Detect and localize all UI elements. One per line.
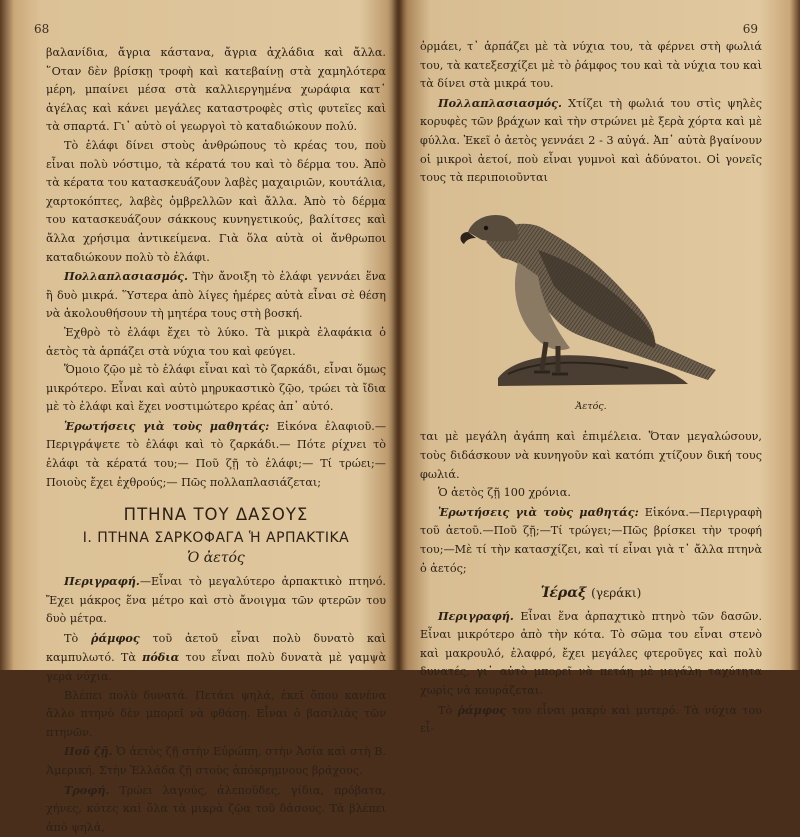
hawk-name: Ἱέραξ (540, 585, 587, 602)
description-paragraph (46, 572, 386, 629)
paragraph-body: —Εἶναι τὸ μεγαλύτερο ἁρπακτικὸ πτηνό. Ἔχει μάκρος ἕνα μέτρο καὶ στὸ ἄνοιγμα τῶν φτερῶν του δυὸ μέτρα. (46, 575, 386, 626)
run-in-heading: Ποῦ ζῇ. (64, 744, 113, 759)
paragraph: ὁρμάει, τ᾿ ἁρπάζει μὲ τὰ νύχια του, τὰ φέρνει στὴ φωλιά του, τὰ κατεξεσχίζει μὲ τὸ ῥάμφος του καὶ τὰ νύχια του καὶ τὰ δίνει στὰ μικρά του. (420, 40, 762, 91)
text-run: του εἶναι πολὺ δυνατὰ μὲ γαμψὰ γερὰ νύχια. (46, 651, 387, 683)
paragraph-body: Ὁ ἀετὸς ζῇ στὴν Εὐρώπη, στὴν Ἀσία καὶ στὴ Β. Ἀμερική. Στὴν Ἑλλάδα ζῇ στοὺς ἀπόκρημνους βράχους. (46, 745, 386, 777)
right-page-text (420, 38, 762, 739)
questions-label: Ἐρωτήσεις γιὰ τοὺς μαθητάς: (64, 418, 270, 433)
left-page-text (46, 44, 386, 837)
page-number-left: 68 (34, 22, 50, 36)
page-number-right: 69 (742, 22, 758, 36)
section-title: ΠΤΗΝΑ ΤΟΥ ΔΑΣΟΥΣ (123, 505, 309, 525)
paragraph: Βλέπει πολὺ δυνατά. Πετάει ψηλά, ἐκεῖ ὅπου κανένα ἄλλο πτηνὸ δὲν μπορεῖ νὰ φθάσῃ. Εἶναι ὁ βασιλιὰς τῶν πτηνῶν. (46, 688, 386, 739)
hawk-common-name: (γεράκι) (591, 586, 642, 601)
food-paragraph (46, 781, 386, 837)
text-run: Τὸ (64, 631, 92, 645)
run-in-heading: Πολλαπλασιασμός. (438, 95, 562, 110)
eagle-illustration (458, 202, 720, 392)
questions-paragraph (46, 417, 386, 492)
run-in-heading: Περιγραφή. (64, 574, 140, 589)
text-run: τοῦ ἀετοῦ εἶναι πολὺ δυνατὸ καὶ καμπυλωτό. Τὰ (46, 631, 386, 665)
reproduction-paragraph (46, 267, 386, 324)
paragraph: Ὅμοιο ζῷο μὲ τὸ ἐλάφι εἶναι καὶ τὸ ζαρκάδι, εἶναι ὅμως μικρότερο. Εἶναι καὶ αὐτὸ μηρυκαστικὸ ζῷο, τρώει τὰ ἴδια μὲ τὸ ἐλάφι καὶ ἔχει νοστιμώτερο κρέας ἀπ᾿ αὐτό. (46, 363, 386, 414)
habitat-paragraph (46, 742, 386, 780)
figure-caption: Ἀετός. (575, 400, 607, 412)
description-paragraph (420, 607, 762, 701)
paragraph: βαλανίδια, ἄγρια κάστανα, ἄγρια ἀχλάδια καὶ ἄλλα. ῞Οταν δὲν βρίσκῃ τροφὴ καὶ κατεβαίνῃ στὰ χαμηλότερα μέρη, μπαίνει μέσα στὰ καλλιεργημένα χωράφια κατ᾿ ἀγέλας καὶ κάνει μεγάλες καταστροφὲς στὶς φυτεῖες καὶ τὰ σπαρτά. Γι᾿ αὐτὸ οἱ γεωργοὶ τὸ καταδιώκουν πολύ. (46, 46, 386, 134)
emphasis-word: ῥάμφος (91, 630, 140, 645)
species-title (420, 584, 762, 603)
reproduction-paragraph (420, 94, 762, 188)
beak-paragraph (46, 629, 386, 687)
lifespan-line: Ὁ ἀετὸς ζῇ 100 χρόνια. (438, 486, 571, 500)
questions-text: Εἰκόνα.—Περιγραφὴ τοῦ ἀετοῦ.—Ποῦ ζῇ;—Τί τρώγει;—Πῶς βρίσκει τὴν τροφή του;—Μὲ τί τὴν κατασχίζει, καὶ τί εἶναι γιὰ τ᾿ ἄλλα πτηνὰ ὁ ἀετός; (420, 505, 762, 575)
paragraph-body: Τὴν ἄνοιξη τὸ ἐλάφι γεννάει ἕνα ἢ δυὸ μικρά. Ὕστερα ἀπὸ λίγες ἡμέρες αὐτὰ εἶναι σὲ θέση νὰ ἀκολουθήσουν τὴ μητέρα τους στὴ βοσκή. (46, 270, 386, 321)
emphasis-word: ῥάμφος (457, 702, 507, 717)
paragraph-body: Εἶναι ἕνα ἁρπαχτικὸ πτηνὸ τῶν δασῶν. Εἶναι μικρότερο ἀπὸ τὴν κότα. Τὸ σῶμα του εἶναι στενὸ καὶ μακρουλό, ἐλαφρό, ἔχει μεγάλες φτεροῦγες καὶ πολὺ δυνατές, γι᾿ αὐτὸ μπορεῖ νὰ πετάῃ μὲ μεγάλη ταχύτητα χωρὶς νὰ κουράζεται. (420, 609, 763, 698)
species-title: Ὁ ἀετός (187, 550, 245, 567)
questions-text: Εἰκόνα ἐλαφιοῦ.— Περιγράψετε τὸ ἐλάφι καὶ τὸ ζαρκάδι.— Πότε ρίχνει τὸ ἐλάφι τὰ κέρατά του;— Ποῦ ζῇ τὸ ἐλάφι;— Τί τρώει;— Ποιοὺς ἔχει ἐχθρούς;— Πῶς πολλαπλασιάζεται; (46, 419, 387, 489)
eagle-icon (458, 202, 720, 392)
paragraph-body: Χτίζει τὴ φωλιά του στὶς ψηλὲς κορυφὲς τῶν βράχων καὶ τὴν στρώνει μὲ ξερὰ χόρτα καὶ μὲ φύλλα. Ἐκεῖ ὁ ἀετὸς γεννάει 2 - 3 αὐγά. Ἀπ᾿ αὐτὰ βγαίνουν οἱ μικροὶ ἀετοί, ποὺ εἶναι γυμνοὶ καὶ ἀδύνατοι. Οἱ γονεῖς τους τὰ περιποιοῦνται (420, 96, 762, 185)
questions-label: Ἐρωτήσεις γιὰ τοὺς μαθητάς: (438, 504, 639, 519)
run-in-heading: Περιγραφή. (438, 608, 514, 623)
paragraph: Ἐχθρὸ τὸ ἐλάφι ἔχει τὸ λύκο. Τὰ μικρὰ ἐλαφάκια ὁ ἀετὸς τὰ ἁρπάζει στὰ νύχια του καὶ φεύγει. (46, 325, 386, 358)
paragraph: ται μὲ μεγάλη ἀγάπη καὶ ἐπιμέλεια. Ὅταν μεγαλώσουν, τοὺς διδάσκουν νὰ κυνηγοῦν καὶ κατόπι χτίζουν δική τους φωλιά. (420, 430, 762, 481)
paragraph-body: Τρώει λαγούς, ἀλεποῦδες, γίδια, πρόβατα, χήνες, κότες καὶ ὅλα τὰ μικρὰ ζῷα τοῦ δάσους. Τὰ βλέπει ἀπὸ ψηλά, (46, 783, 386, 834)
questions-paragraph (420, 503, 762, 578)
paragraph: Τὸ ἐλάφι δίνει στοὺς ἀνθρώπους τὸ κρέας του, ποὺ εἶναι πολὺ νόστιμο, τὰ κέρατά του καὶ τὸ δέρμα του. Ἀπὸ τὰ κέρατα του κατασκευάζουν λαβὲς μαχαιριῶν, κουτάλια, χαρτοκόπτες, λαβὲς ὀμβρελλῶν καὶ ἄλλα. Ἀπὸ τὸ δέρμα του κατασκευάζουν σάκκους κυνηγετικούς, βαλίτσες καὶ ἄλλα χρήσιμα ἀντικείμενα. Γιὰ ὅλα αὐτὰ οἱ ἄνθρωποι καταδιώκουν πολὺ τὸ ἐλάφι. (46, 138, 386, 264)
beak-paragraph (420, 701, 762, 739)
left-page (24, 0, 390, 834)
right-page (404, 0, 776, 736)
run-in-heading: Πολλαπλασιασμός. (64, 269, 188, 284)
emphasis-word: πόδια (142, 650, 180, 665)
text-run: του εἶναι μακρὺ καὶ μυτερό. Τὰ νύχια του εἶ- (420, 703, 762, 736)
text-run: Τὸ (438, 703, 458, 717)
subsection-title: I. ΠΤΗΝΑ ΣΑΡΚΟΦΑΓΑ Ἡ ΑΡΠΑΚΤΙΚΑ (82, 529, 350, 546)
run-in-heading: Τροφή. (64, 782, 110, 797)
